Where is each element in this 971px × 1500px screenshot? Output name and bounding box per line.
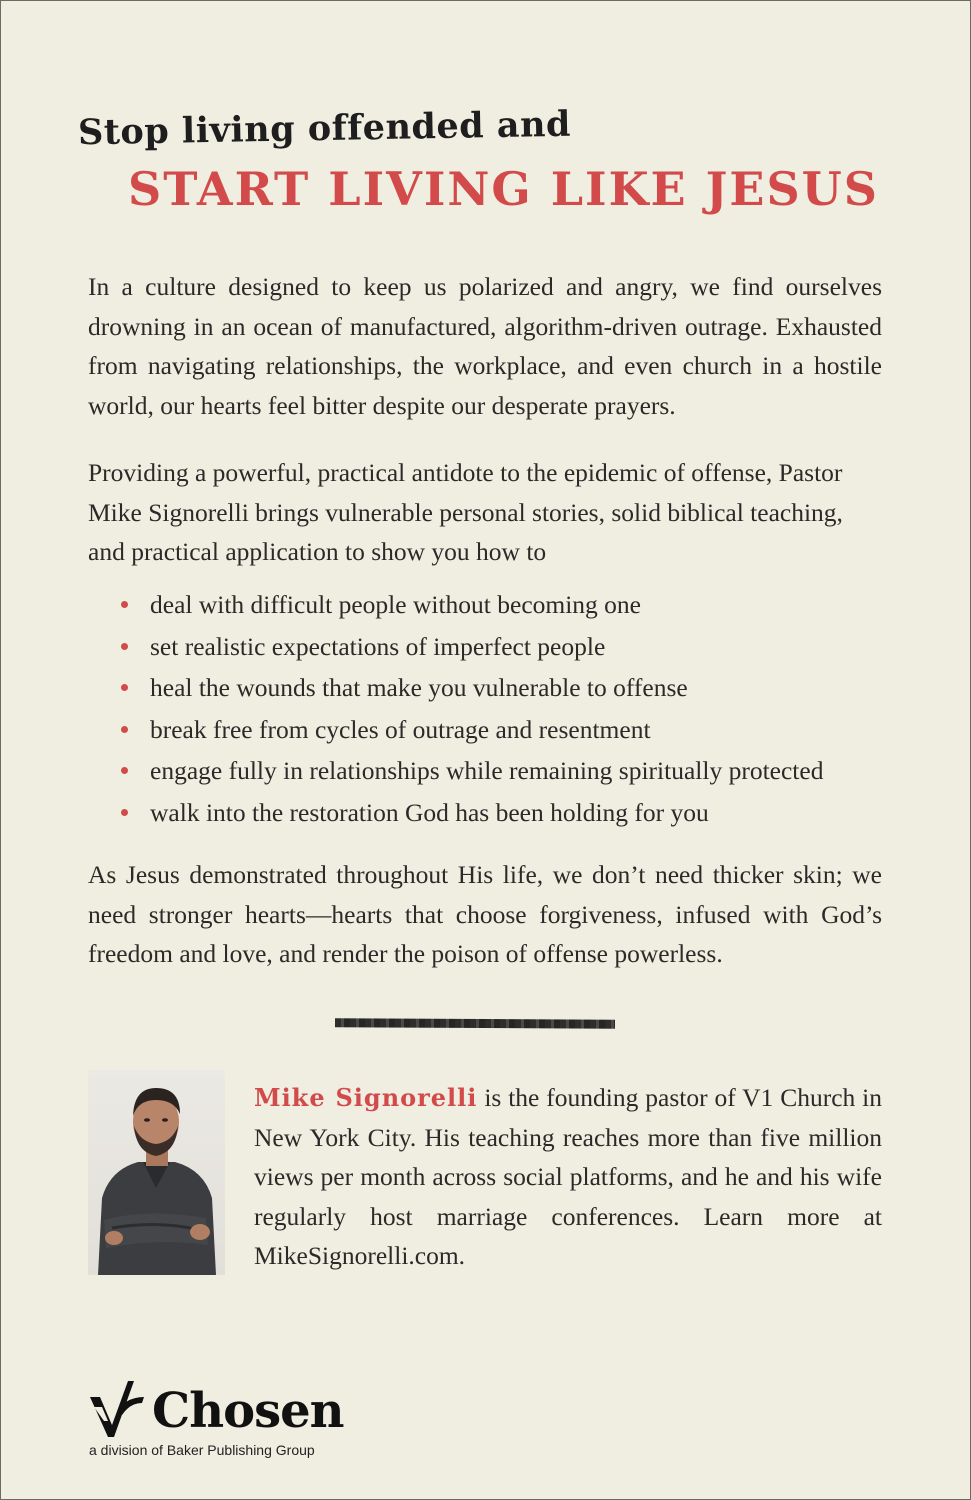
list-item-text: break free from cycles of outrage and resentment <box>150 714 651 744</box>
bullet-icon <box>121 767 128 774</box>
list-item <box>118 584 898 626</box>
list-item <box>118 792 898 834</box>
chosen-logo-icon <box>88 1375 150 1439</box>
author-photo <box>88 1070 225 1275</box>
section-divider <box>335 1018 615 1028</box>
list-item <box>118 750 898 792</box>
bullet-icon <box>121 684 128 691</box>
lead-in-paragraph: Providing a powerful, practical antidote to the epidemic of offense, Pastor Mike Signorelli brings vulnerable personal stories, solid biblical teaching, and practical application to show you how to <box>88 458 843 566</box>
list-item <box>118 626 898 668</box>
headline-line-1: Stop living offended and <box>77 103 572 154</box>
author-name: Mike Signorelli <box>254 1083 478 1112</box>
headline-line-2: START LIVING LIKE JESUS <box>128 162 880 216</box>
closing-paragraph: As Jesus demonstrated throughout His life, we don’t need thicker skin; we need stronger hearts—hearts that choose forgiveness, infused with God’s freedom and love, and render the poison of offense powerless. <box>88 860 882 968</box>
publisher-name: Chosen <box>152 1383 344 1439</box>
list-item-text: set realistic expectations of imperfect people <box>150 631 606 661</box>
list-item-text: engage fully in relationships while remaining spiritually protected <box>150 756 824 786</box>
bullet-icon <box>121 809 128 816</box>
author-bio <box>254 1078 882 1276</box>
list-item-text: walk into the restoration God has been holding for you <box>150 797 709 827</box>
author-bio-text: is the founding pastor of V1 Church in New York City. His teaching reaches more than five million views per month across social platforms, and he and his wife regularly host marriage conferences. Learn more at MikeSignorelli.com. <box>254 1083 883 1270</box>
list-item-text: heal the wounds that make you vulnerable to offense <box>150 673 688 703</box>
list-item <box>118 667 898 709</box>
bullet-icon <box>121 601 128 608</box>
benefit-list <box>118 584 898 834</box>
publisher-tagline: a division of Baker Publishing Group <box>89 1442 315 1458</box>
list-item <box>118 709 898 751</box>
list-item-text: deal with difficult people without becoming one <box>150 590 641 619</box>
intro-paragraph: In a culture designed to keep us polarized and angry, we find ourselves drowning in an ocean of manufactured, algorithm-driven outrage. Exhausted from navigating relationships, the workplace, and even church in a hostile world, our hearts feel bitter despite our desperate prayers. <box>88 272 882 420</box>
bullet-icon <box>121 726 128 733</box>
bullet-icon <box>121 643 128 650</box>
